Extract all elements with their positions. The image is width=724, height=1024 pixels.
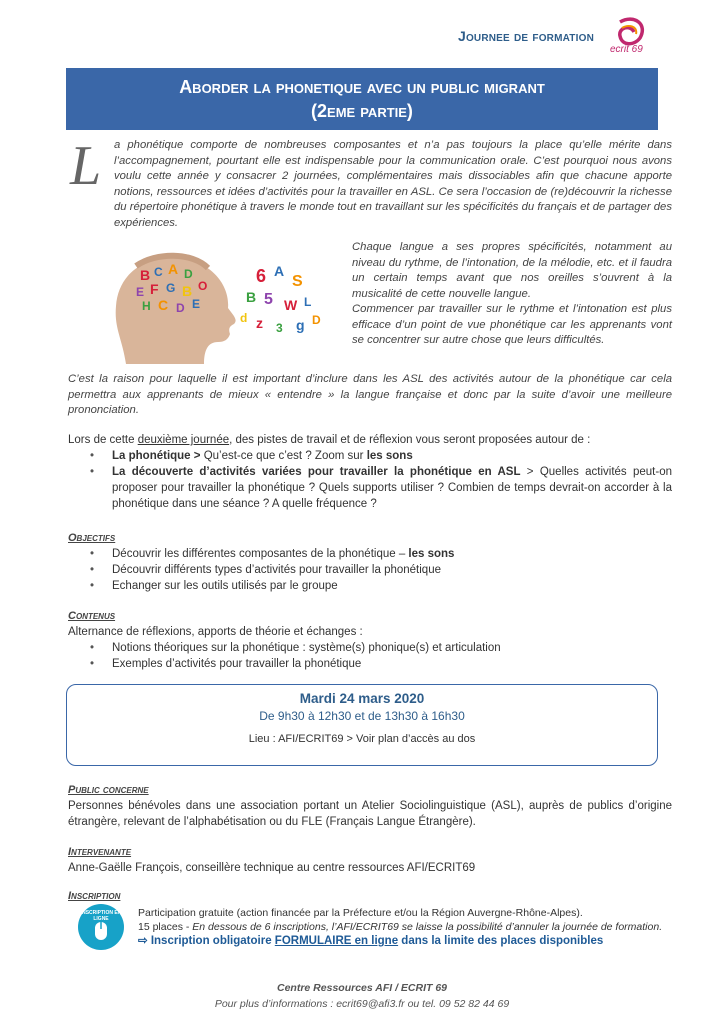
objectifs-section	[68, 530, 672, 594]
svg-text:5: 5	[264, 291, 273, 308]
side-text-2: Commencer par travailler sur le rythme et l’intonation est plus efficace d’un point de vue phonétique car les apprenants vont se concentrer sur autre chose que leurs difficultés.	[352, 303, 672, 346]
mouse-icon	[78, 904, 124, 950]
ecrit69-logo	[612, 16, 650, 58]
svg-text:B: B	[140, 267, 151, 283]
side-paragraph	[352, 240, 672, 349]
svg-text:H: H	[142, 299, 151, 313]
svg-text:B: B	[246, 289, 257, 305]
badge-text: INSCRIPTION EN LIGNE	[80, 910, 122, 922]
topic-item: • La découverte d’activités variées pour travailler la phonétique en ASL > Quelles activités peut-on proposer pour travailler la phonétique ? Quels supports utiliser ? Combien de temps devrait-on accorder à la phonétique dans une séance ? A quelle fréquence ?	[112, 464, 672, 512]
objectif-item: • Echanger sur les outils utilisés par le groupe	[112, 578, 672, 594]
intervenante-text: Anne-Gaëlle François, conseillère technique au centre ressources AFI/ECRIT69	[68, 862, 476, 874]
contenus-title: Contenus	[68, 610, 116, 622]
contenu-item: • Exemples d’activités pour travailler la phonétique	[112, 656, 672, 672]
title-banner	[66, 68, 658, 130]
svg-text:D: D	[176, 301, 185, 315]
inscription-details	[138, 906, 678, 948]
logo-text: ecrit 69	[610, 44, 643, 55]
public-title: Public concerne	[68, 784, 149, 796]
inscription-line-2: 15 places - En dessous de 6 inscriptions, l’AFI/ECRIT69 se laisse la possibilité d’annuler la journée de formation.	[138, 921, 663, 933]
inscription-title: Inscription	[68, 890, 121, 902]
intro-paragraph	[68, 135, 672, 231]
objectif-item: • Découvrir différents types d’activités pour travailler la phonétique	[112, 562, 672, 578]
public-text: Personnes bénévoles dans une association portant un Atelier Sociolinguistique (ASL), auprès de publics d’origine étrangère, relevant de l’alphabétisation ou du FLE (Français Langue Étrangère).	[68, 800, 672, 828]
objectifs-title: Objectifs	[68, 532, 116, 544]
svg-text:A: A	[168, 261, 179, 277]
date-box	[66, 684, 658, 766]
head-letters-illustration	[96, 246, 328, 364]
svg-text:W: W	[284, 297, 298, 313]
svg-text:E: E	[192, 297, 201, 311]
svg-text:6: 6	[256, 266, 267, 286]
svg-text:d: d	[240, 311, 248, 325]
svg-text:S: S	[292, 273, 303, 290]
svg-text:E: E	[136, 285, 145, 299]
after-paragraph: C’est la raison pour laquelle il est important d’inclure dans les ASL des activités autour de la phonétique car cela permettra aux apprenants de mieux « entendre » la langue française et donc par la suite d’avoir une meilleure prononciation.	[68, 373, 672, 416]
topic-item: • La phonétique > Qu’est-ce que c’est ? Zoom sur les sons	[112, 448, 672, 464]
svg-text:A: A	[274, 263, 285, 279]
svg-text:L: L	[304, 295, 312, 309]
drop-cap: L	[70, 135, 102, 197]
inscription-section	[68, 888, 672, 904]
intervenante-title: Intervenante	[68, 846, 132, 858]
banner-title: Aborder la phonetique avec un public migrant	[179, 77, 545, 97]
objectif-item: • Découvrir les différentes composantes de la phonétique – les sons	[112, 546, 672, 562]
date-title: Mardi 24 mars 2020	[299, 691, 425, 706]
inscription-badge[interactable]	[78, 904, 124, 950]
svg-text:F: F	[150, 281, 159, 297]
svg-text:O: O	[198, 279, 208, 293]
svg-text:g: g	[296, 317, 305, 333]
banner-subtitle: (2eme partie)	[311, 101, 413, 121]
svg-text:C: C	[158, 297, 169, 313]
header-title: Journee de formation	[457, 28, 594, 44]
svg-text:D: D	[184, 267, 193, 281]
topics-section	[68, 432, 672, 512]
svg-text:3: 3	[276, 321, 283, 335]
date-time: De 9h30 à 12h30 et de 13h30 à 16h30	[259, 709, 465, 723]
intro-text: a phonétique comporte de nombreuses composantes et n’a pas toujours la place qu’elle mérite dans l’accompagnement, pourtant elle est indispensable pour la communication orale. C’est pourquoi nous avons voulu cette année y consacrer 2 journées, complémentaires mais dissociables afin que chacune apporte notions, ressources et idées d’activités pour la travailler en ASL. Ce sera l’occasion de (re)découvrir la richesse du répertoire phonétique à travers le monde tout en travaillant sur les spécificités du français et de partager des expériences.	[114, 139, 672, 229]
date-location: Lieu : AFI/ECRIT69 > Voir plan d’accès au dos	[248, 733, 476, 745]
side-text-1: Chaque langue a ses propres spécificités, notamment au niveau du rythme, de l’intonation, de la mélodie, etc. et il faudra un certain temps avant que nos oreilles s’ouvrent à la musicalité de cette nouvelle langue.	[352, 241, 672, 300]
public-section	[68, 782, 672, 830]
inscription-line-1: Participation gratuite (action financée par la Préfecture et/ou la Région Auvergne-Rhône-Alpes).	[138, 907, 583, 919]
topics-intro: Lors de cette deuxième journée, des pistes de travail et de réflexion vous seront proposées autour de :	[68, 434, 591, 446]
svg-text:D: D	[312, 313, 321, 327]
svg-text:C: C	[154, 265, 163, 279]
footer-contact: Pour plus d’informations : ecrit69@afi3.fr ou tel. 09 52 82 44 69	[214, 998, 510, 1010]
contenus-section	[68, 608, 672, 672]
intervenante-section	[68, 844, 672, 876]
contenu-item: • Notions théoriques sur la phonétique : système(s) phonique(s) et articulation	[112, 640, 672, 656]
svg-text:B: B	[182, 283, 193, 299]
svg-text:z: z	[256, 315, 263, 331]
formulaire-link[interactable]: FORMULAIRE en ligne	[274, 935, 399, 947]
contenus-intro: Alternance de réflexions, apports de théorie et échanges :	[68, 626, 363, 638]
svg-text:G: G	[166, 281, 176, 295]
inscription-line-3: ⇨ Inscription obligatoire FORMULAIRE en ligne dans la limite des places disponibles	[138, 935, 604, 947]
footer-title: Centre Ressources AFI / ECRIT 69	[277, 982, 447, 994]
